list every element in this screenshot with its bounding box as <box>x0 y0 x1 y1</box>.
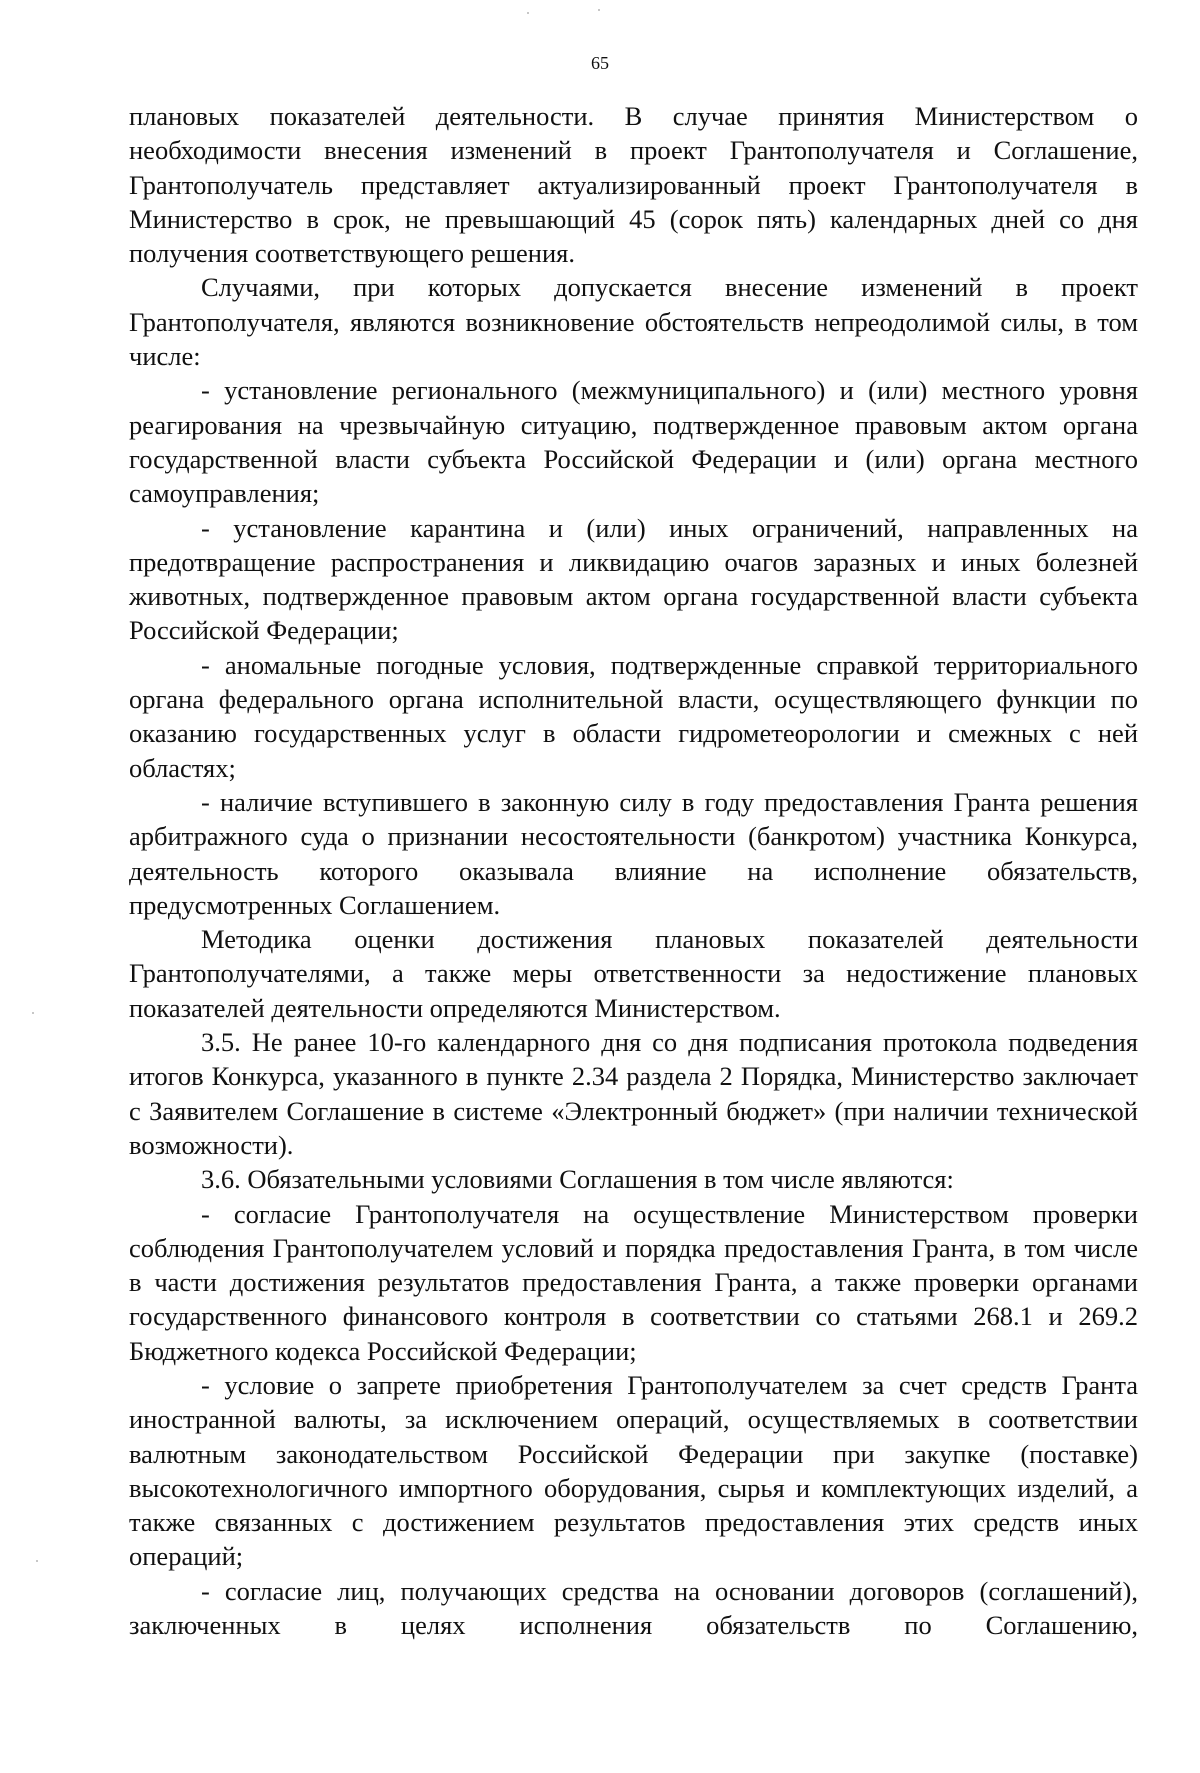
page-number: 65 <box>591 53 609 73</box>
paragraph-continuation: плановых показателей деятельности. В случае принятия Министерством о необходимости внесения изменений в проект Грантополучателя и Соглашение, Грантополучатель представляет актуализированный проект Грантополучателя в Министерство в срок, не превышающий 45 (сорок пять) календарных дней со дня получения соответствующего решения. <box>129 101 1138 269</box>
paragraph-section-3-6: 3.6. Обязательными условиями Соглашения в том числе являются: <box>201 1164 954 1195</box>
list-item-emergency-response: - установление регионального (межмуниципального) и (или) местного уровня реагирования на чрезвычайную ситуацию, подтвержденное правовым актом органа государственной власти субъекта Российской Федерации и (или) органа местного самоуправления; <box>129 375 1138 509</box>
list-item-bankruptcy: - наличие вступившего в законную силу в году предоставления Гранта решения арбитражного суда о признании несостоятельности (банкротом) участника Конкурса, деятельность которого оказывала влияние на исполнение обязательств, предусмотренных Соглашением. <box>129 786 1138 920</box>
scan-speck <box>32 1012 34 1014</box>
scan-speck <box>527 12 529 14</box>
list-item-currency-prohibition: - условие о запрете приобретения Грантополучателем за счет средств Гранта иностранной валюты, за исключением операций, осуществляемых в соответствии валютным законодательством Российской Федерации при закупке (поставке) высокотехнологичного импортного оборудования, сырья и комплектующих изделий, а также связанных с достижением результатов предоставления этих средств иных операций; <box>129 1369 1138 1572</box>
list-item-contractor-consent: - согласие лиц, получающих средства на основании договоров (соглашений), заключенных в целях исполнения обязательств по Соглашению, <box>129 1575 1138 1641</box>
list-item-weather-conditions: - аномальные погодные условия, подтвержденные справкой территориального органа федерального органа исполнительной власти, осуществляющего функции по оказанию государственных услуг в области гидрометеорологии и смежных с ней областях; <box>129 649 1138 783</box>
document-body <box>129 99 1138 1642</box>
scan-speck <box>36 1560 38 1562</box>
paragraph-force-majeure-cases: Случаями, при которых допускается внесение изменений в проект Грантополучателя, являются возникновение обстоятельств непреодолимой силы, в том числе: <box>129 272 1138 372</box>
list-item-inspection-consent: - согласие Грантополучателя на осуществление Министерством проверки соблюдения Грантополучателем условий и порядка предоставления Гранта, в том числе в части достижения результатов предоставления Гранта, а также проверки органами государственного финансового контроля в соответствии со статьями 268.1 и 269.2 Бюджетного кодекса Российской Федерации; <box>129 1198 1138 1366</box>
paragraph-section-3-5: 3.5. Не ранее 10-го календарного дня со дня подписания протокола подведения итогов Конкурса, указанного в пункте 2.34 раздела 2 Порядка, Министерство заключает с Заявителем Соглашение в системе «Электронный бюджет» (при наличии технической возможности). <box>129 1027 1138 1160</box>
list-item-quarantine: - установление карантина и (или) иных ограничений, направленных на предотвращение распространения и ликвидацию очагов заразных и иных болезней животных, подтвержденное правовым актом органа государственной власти субъекта Российской Федерации; <box>129 512 1138 646</box>
paragraph-evaluation-method: Методика оценки достижения плановых показателей деятельности Грантополучателями, а также меры ответственности за недостижение плановых показателей деятельности определяются Министерством. <box>129 924 1138 1023</box>
scan-speck <box>598 9 600 11</box>
